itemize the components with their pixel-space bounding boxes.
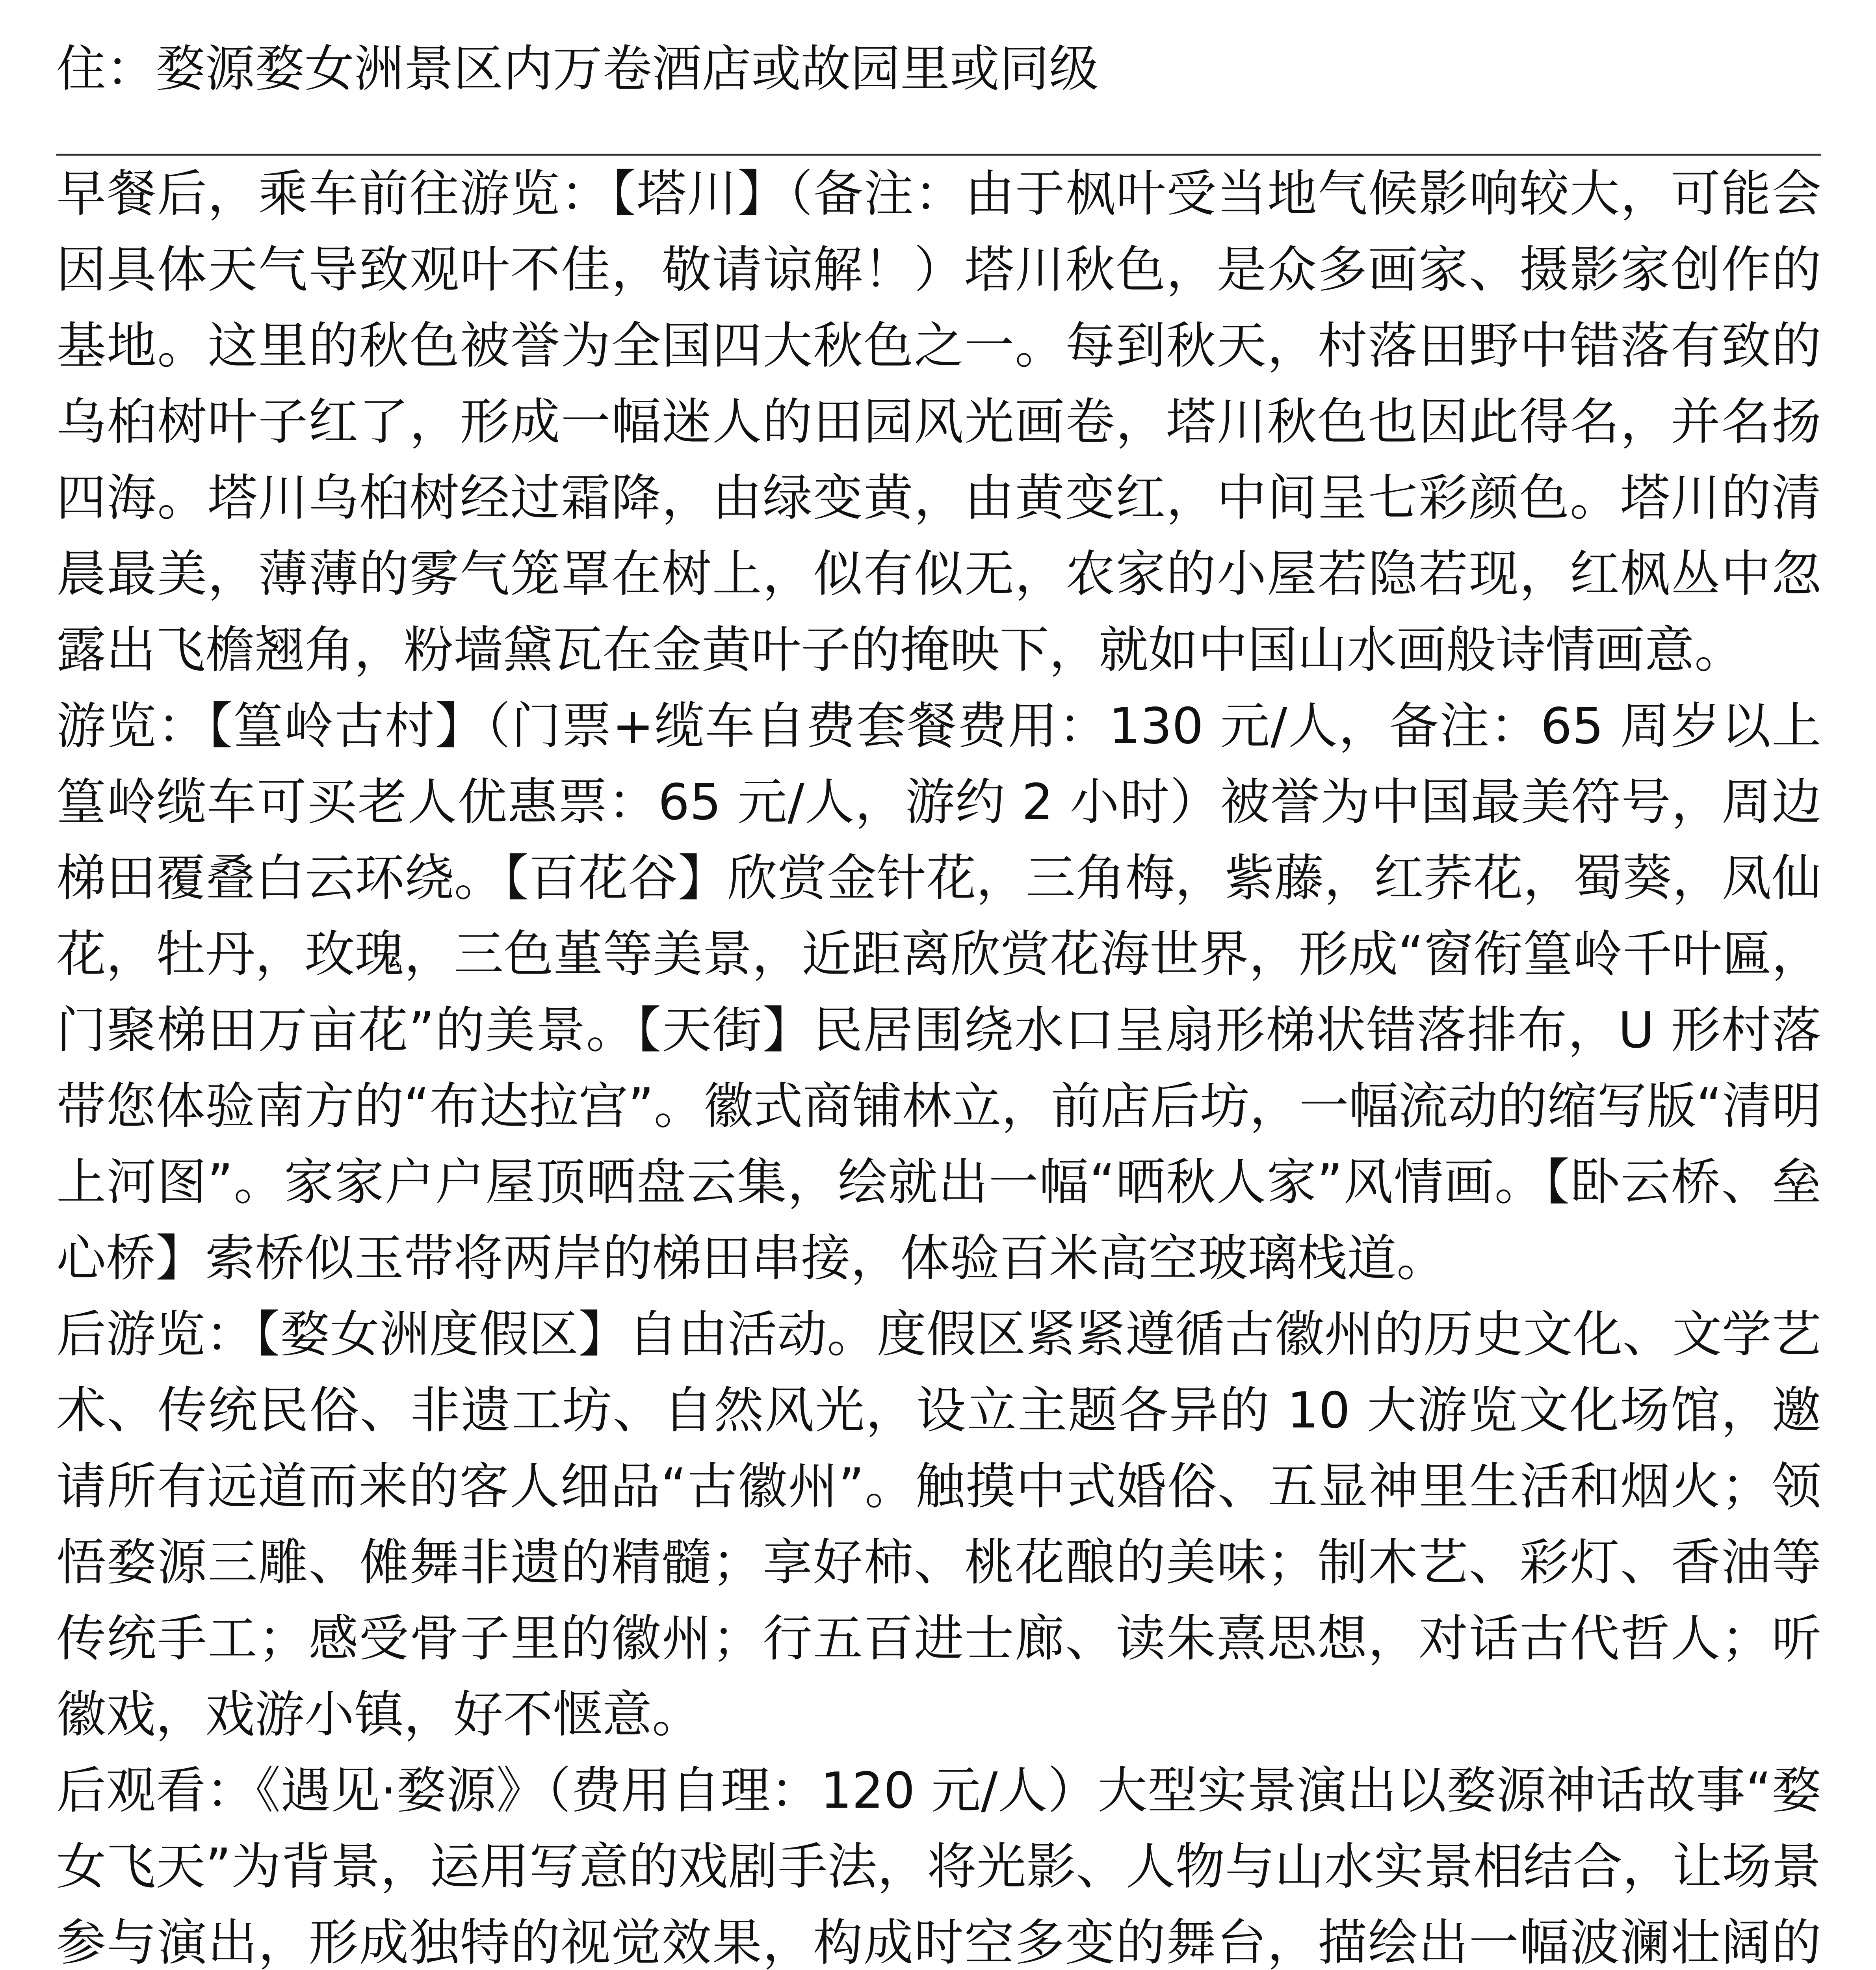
itinerary-paragraph-show: 后观看：《遇见·婺源》（费用自理：120 元/人）大型实景演出以婺源神话故事“婺女飞天”为背景，运用写意的戏剧手法，将光影、人物与山水实景相结合，让场景参与演出，形成独特的视觉效果，构成时空多变的舞台，描绘出一幅波澜壮阔的: [56, 1762, 1821, 1970]
itinerary-page: [56, 32, 1821, 1970]
itinerary-body: [56, 156, 1821, 1970]
itinerary-paragraph-huangling: 游览：【篁岭古村】（门票+缆车自费套餐费用：130 元/人，备注：65 周岁以上篁岭缆车可买老人优惠票：65 元/人，游约 2 小时）被誉为中国最美符号，周边梯田覆叠白云环绕。【百花谷】欣赏金针花，三角梅，紫藤，红荞花，蜀葵，凤仙花，牡丹，玫瑰，三色堇等美景，近距离欣赏花海世界，形成“窗衔篁岭千叶匾，门聚梯田万亩花”的美景。【天街】民居围绕水口呈扇形梯状错落排布，U 形村落带您体验南方的“布达拉宫”。徽式商铺林立，前店后坊，一幅流动的缩写版“清明上河图”。家家户户屋顶晒盘云集，绘就出一幅“晒秋人家”风情画。【卧云桥、垒心桥】索桥似玉带将两岸的梯田串接，体验百米高空玻璃栈道。: [56, 697, 1821, 1287]
itinerary-paragraph-tachuan: 早餐后，乘车前往游览：【塔川】（备注：由于枫叶受当地气候影响较大，可能会因具体天气导致观叶不佳，敬请谅解！）塔川秋色，是众多画家、摄影家创作的基地。这里的秋色被誉为全国四大秋色之一。每到秋天，村落田野中错落有致的乌桕树叶子红了，形成一幅迷人的田园风光画卷，塔川秋色也因此得名，并名扬四海。塔川乌桕树经过霜降，由绿变黄，由黄变红，中间呈七彩颜色。塔川的清晨最美，薄薄的雾气笼罩在树上，似有似无，农家的小屋若隐若现，红枫丛中忽露出飞檐翘角，粉墙黛瓦在金黄叶子的掩映下，就如中国山水画般诗情画意。: [56, 165, 1821, 679]
hotel-info: 住：婺源婺女洲景区内万卷酒店或故园里或同级: [56, 40, 1099, 98]
itinerary-paragraph-wunvzhou: 后游览：【婺女洲度假区】自由活动。度假区紧紧遵循古徽州的历史文化、文学艺术、传统民俗、非遗工坊、自然风光，设立主题各异的 10 大游览文化场馆，邀请所有远道而来的客人细品“古徽州”。触摸中式婚俗、五显神里生活和烟火；领悟婺源三雕、傩舞非遗的精髓；享好柿、桃花酿的美味；制木艺、彩灯、香油等传统手工；感受骨子里的徽州；行五百进士廊、读朱熹思想，对话古代哲人；听徽戏，戏游小镇，好不惬意。: [56, 1305, 1821, 1743]
